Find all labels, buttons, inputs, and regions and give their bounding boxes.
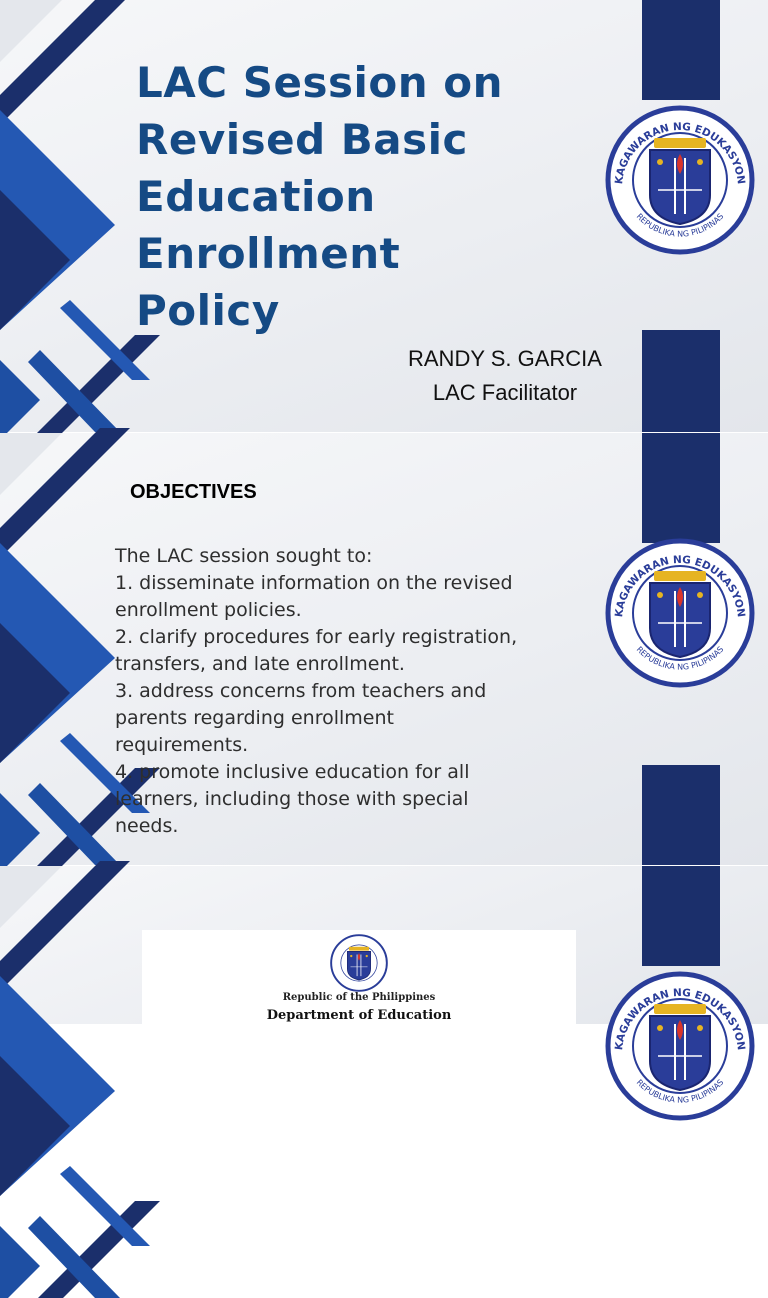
objectives-line: learners, including those with special [115, 788, 469, 810]
accent-bar-bottom [642, 765, 720, 865]
objectives-heading: OBJECTIVES [130, 481, 257, 503]
presenter-role: LAC Facilitator [432, 380, 578, 405]
objectives-line: requirements. [115, 734, 249, 756]
svg-text:KAGAWARAN NG EDUKASYON: KAGAWARAN NG EDUKASYON [613, 120, 747, 185]
objectives-line: 2. clarify procedures for early registration, [115, 626, 518, 648]
letterhead-department: Department of Education [266, 1008, 452, 1023]
objectives-line: 1. disseminate information on the revised [115, 572, 513, 594]
title-line: LAC Session on [136, 58, 503, 107]
title-line: Revised Basic [136, 115, 468, 164]
deped-seal-icon [605, 971, 755, 1121]
objectives-line: enrollment policies. [115, 599, 302, 621]
accent-bar-top [642, 866, 720, 966]
objectives-line: The LAC session sought to: [115, 545, 373, 567]
objectives-line: needs. [115, 815, 179, 837]
presenter-name: RANDY S. GARCIA [408, 346, 602, 371]
deped-seal-small-icon [330, 934, 388, 992]
objectives-line: parents regarding enrollment [115, 707, 394, 729]
letterhead-republic: Republic of the Philippines [282, 992, 436, 1003]
accent-bar-top [642, 433, 720, 543]
objectives-line: 3. address concerns from teachers and [115, 680, 487, 702]
letterhead-slide [0, 866, 768, 1105]
svg-text:REPUBLIKA NG PILIPINAS: REPUBLIKA NG PILIPINAS [634, 211, 726, 239]
deped-seal-icon [605, 105, 755, 255]
accent-bar-bottom [642, 330, 720, 432]
deped-seal-icon [605, 538, 755, 688]
svg-text:REPUBLIKA NG PILIPINAS: REPUBLIKA NG PILIPINAS [634, 1077, 726, 1105]
presenter-block [390, 342, 620, 410]
title-line: Enrollment [136, 229, 401, 278]
title-line: Policy [136, 286, 280, 335]
slide-title [136, 54, 606, 339]
svg-text:REPUBLIKA NG PILIPINAS: REPUBLIKA NG PILIPINAS [634, 644, 726, 672]
objectives-line: transfers, and late enrollment. [115, 653, 405, 675]
objectives-line: 4. promote inclusive education for all [115, 761, 470, 783]
objectives-slide [0, 433, 768, 865]
svg-text:KAGAWARAN NG EDUKASYON: KAGAWARAN NG EDUKASYON [613, 553, 747, 618]
title-slide [0, 0, 768, 432]
objectives-body [115, 543, 595, 840]
accent-bar-top [642, 0, 720, 100]
title-line: Education [136, 172, 376, 221]
svg-text:KAGAWARAN NG EDUKASYON: KAGAWARAN NG EDUKASYON [613, 986, 747, 1051]
deped-letterhead [142, 930, 576, 1024]
